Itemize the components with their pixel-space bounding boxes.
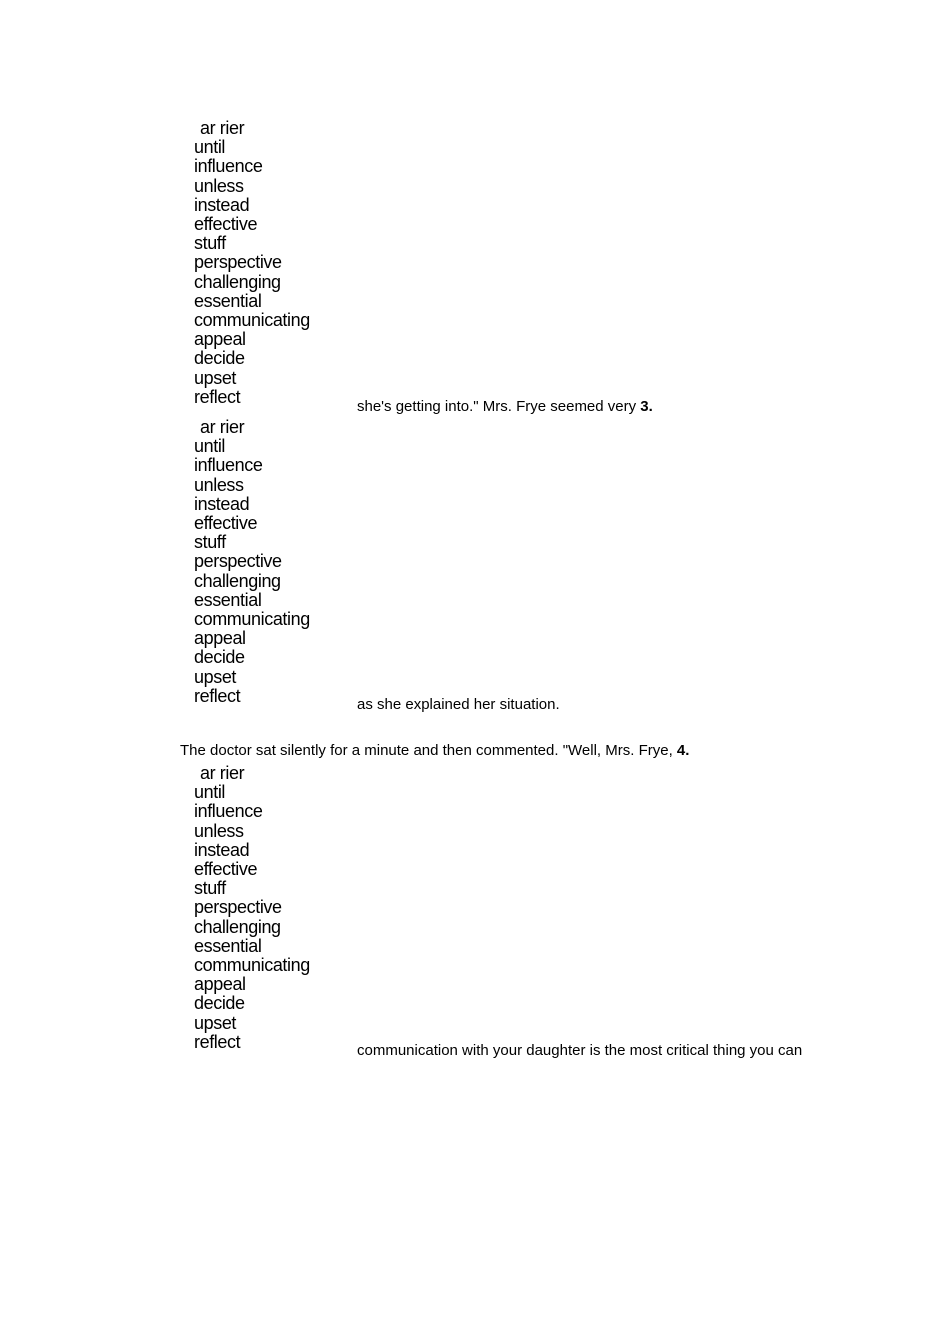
option-ar-rier[interactable]: ar rier bbox=[200, 763, 245, 783]
option-until[interactable]: until bbox=[194, 782, 226, 803]
option-influence[interactable]: influence bbox=[194, 156, 263, 177]
option-challenging[interactable]: challenging bbox=[194, 570, 281, 591]
option-effective[interactable]: effective bbox=[194, 513, 258, 534]
option-unless[interactable]: unless bbox=[194, 175, 244, 196]
option-influence[interactable]: influence bbox=[194, 801, 263, 822]
option-essential[interactable]: essential bbox=[194, 290, 262, 311]
option-instead[interactable]: instead bbox=[194, 493, 250, 514]
option-perspective[interactable]: perspective bbox=[194, 897, 282, 918]
option-instead[interactable]: instead bbox=[194, 839, 250, 860]
option-effective[interactable]: effective bbox=[194, 859, 258, 880]
blank-4-options[interactable] bbox=[194, 764, 310, 1052]
option-ar-rier[interactable]: ar rier bbox=[200, 417, 245, 437]
blank-3-number: 3. bbox=[640, 398, 653, 415]
passage-line-3 bbox=[180, 742, 689, 760]
option-decide[interactable]: decide bbox=[194, 993, 245, 1014]
option-upset[interactable]: upset bbox=[194, 666, 237, 687]
passage-line-3-text: The doctor sat silently for a minute and then commented. "Well, Mrs. Frye, bbox=[180, 742, 677, 759]
option-challenging[interactable]: challenging bbox=[194, 916, 281, 937]
option-communicating[interactable]: communicating bbox=[194, 955, 310, 976]
option-until[interactable]: until bbox=[194, 436, 226, 457]
option-appeal[interactable]: appeal bbox=[194, 628, 246, 649]
passage-line-2: as she explained her situation. bbox=[357, 696, 560, 713]
option-reflect[interactable]: reflect bbox=[194, 386, 241, 407]
option-unless[interactable]: unless bbox=[194, 820, 244, 841]
option-upset[interactable]: upset bbox=[194, 367, 237, 388]
option-communicating[interactable]: communicating bbox=[194, 609, 310, 630]
option-perspective[interactable]: perspective bbox=[194, 252, 282, 273]
option-decide[interactable]: decide bbox=[194, 647, 245, 668]
option-perspective[interactable]: perspective bbox=[194, 551, 282, 572]
option-ar-rier[interactable]: ar rier bbox=[200, 118, 245, 138]
option-appeal[interactable]: appeal bbox=[194, 974, 246, 995]
option-challenging[interactable]: challenging bbox=[194, 271, 281, 292]
option-stuff[interactable]: stuff bbox=[194, 532, 226, 553]
option-stuff[interactable]: stuff bbox=[194, 233, 226, 254]
option-reflect[interactable]: reflect bbox=[194, 685, 241, 706]
blank-2-options[interactable] bbox=[194, 119, 310, 407]
blank-3-options[interactable] bbox=[194, 418, 310, 706]
option-influence[interactable]: influence bbox=[194, 455, 263, 476]
option-instead[interactable]: instead bbox=[194, 194, 250, 215]
option-decide[interactable]: decide bbox=[194, 348, 245, 369]
option-unless[interactable]: unless bbox=[194, 474, 244, 495]
passage-line-4: communication with your daughter is the most critical thing you can bbox=[357, 1042, 803, 1059]
option-until[interactable]: until bbox=[194, 137, 226, 158]
option-effective[interactable]: effective bbox=[194, 214, 258, 235]
option-appeal[interactable]: appeal bbox=[194, 329, 246, 350]
option-essential[interactable]: essential bbox=[194, 589, 262, 610]
option-stuff[interactable]: stuff bbox=[194, 878, 226, 899]
passage-line-1 bbox=[357, 398, 653, 416]
passage-line-1-text: she's getting into." Mrs. Frye seemed very bbox=[357, 398, 641, 415]
option-communicating[interactable]: communicating bbox=[194, 310, 310, 331]
option-essential[interactable]: essential bbox=[194, 935, 262, 956]
option-upset[interactable]: upset bbox=[194, 1012, 237, 1033]
option-reflect[interactable]: reflect bbox=[194, 1031, 241, 1052]
blank-4-number: 4. bbox=[676, 742, 690, 759]
